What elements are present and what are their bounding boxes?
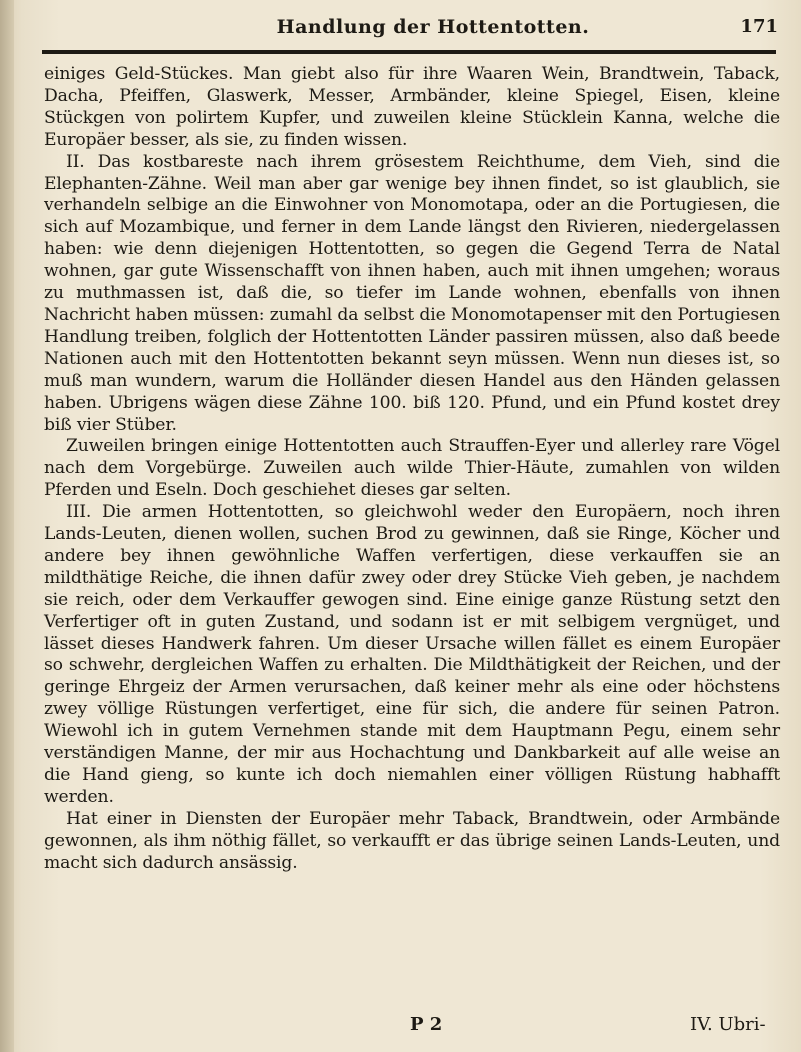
page-footer [0,1014,801,1040]
signature-mark: P 2 [410,1014,443,1035]
page-gutter [0,0,14,1052]
catchword: IV. Ubri- [690,1014,766,1035]
header-rule [42,50,776,54]
paragraph-3: Zuweilen bringen einige Hottentotten auch Strauffen-Eyer und allerley rare Vögel nach dem Vorgebürge. Zuweilen auch wilde Thier-Häute, zumahlen von wilden Pferden und Eseln. Doch geschiehet dieses gar selten. [44,436,780,501]
paragraph-1: einiges Geld-Stückes. Man giebt also für ihre Waaren Wein, Brandtwein, Taback, Dacha, Pfeiffen, Glaswerk, Messer, Armbänder, kleine Spiegel, Eisen, kleine Stückgen von polirtem Kupfer, und zuweilen kleine Stücklein Kanna, welche die Europäer besser, als sie, zu finden wissen. [44,64,780,150]
page-header [88,12,778,48]
paragraph-5: Hat einer in Diensten der Europäer mehr Taback, Brandtwein, oder Armbände gewonnen, als ihm nöthig fället, so verkaufft er das übrige seinen Lands-Leuten, und macht sich dadurch ansässig. [44,808,780,873]
paragraph-2: II. Das kostbareste nach ihrem grösestem Reichthume, dem Vieh, sind die Elephanten-Zähne. Weil man aber gar wenige bey ihnen findet, so ist glaublich, sie verhandeln selbige an die Einwohner von Monomotapa, oder an die Portugiesen, die sich auf Mozambique, und ferner in dem Lande längst den Rivieren, niedergelassen haben: wie denn diejenigen Hottentotten, so gegen die Gegend Terra de Natal wohnen, gar gute Wissenschafft von ihnen haben, auch mit ihnen umgehen; woraus zu muthmassen ist, daß die, so tiefer im Lande wohnen, ebenfalls von ihnen Nachricht haben müssen: zumahl da selbst die Monomotapenser mit den Portugiesen Handlung treiben, folglich der Hottentotten Länder passiren müssen, also daß beede Nationen auch mit den Hottentotten bekannt seyn müssen. Wenn nun dieses ist, so muß man wundern, warum die Holländer diesen Handel aus den Händen gelassen haben. Ubrigens wägen diese Zähne 100. biß 120. Pfund, und ein Pfund kostet drey biß vier Stüber. [44,151,780,435]
page-number: 171 [740,16,778,37]
paragraph-4: III. Die armen Hottentotten, so gleichwohl weder den Europäern, noch ihren Lands-Leuten, dienen wollen, suchen Brod zu gewinnen, daß sie Ringe, Köcher und andere bey ihnen gewöhnliche Waffen verfertigen, diese verkauffen sie an mildthätige Reiche, die ihnen dafür zwey oder drey Stücke Vieh geben, je nachdem sie reich, oder dem Verkauffer gewogen sind. Eine einige ganze Rüstung setzt den Verfertiger oft in guten Zustand, und sodann ist er mit selbigem vergnüget, und lässet dieses Handwerk fahren. Um dieser Ursache willen fället es einem Europäer so schwehr, dergleichen Waffen zu erhalten. Die Mildthätigkeit der Reichen, und der geringe Ehrgeiz der Armen verursachen, daß keiner mehr als eine oder höchstens zwey völlige Rüstungen verfertiget, eine für sich, die andere für seinen Patron. Wiewohl ich in gutem Vernehmen stande mit dem Hauptmann Pegu, einem sehr verständigen Manne, der mir aus Hochachtung und Dankbarkeit auf alle weise an die Hand gieng, so kunte ich doch niemahlen einer völligen Rüstung habhafft werden. [44,502,780,807]
running-head: Handlung der Hottentotten. [276,16,590,38]
body-text [44,64,780,875]
